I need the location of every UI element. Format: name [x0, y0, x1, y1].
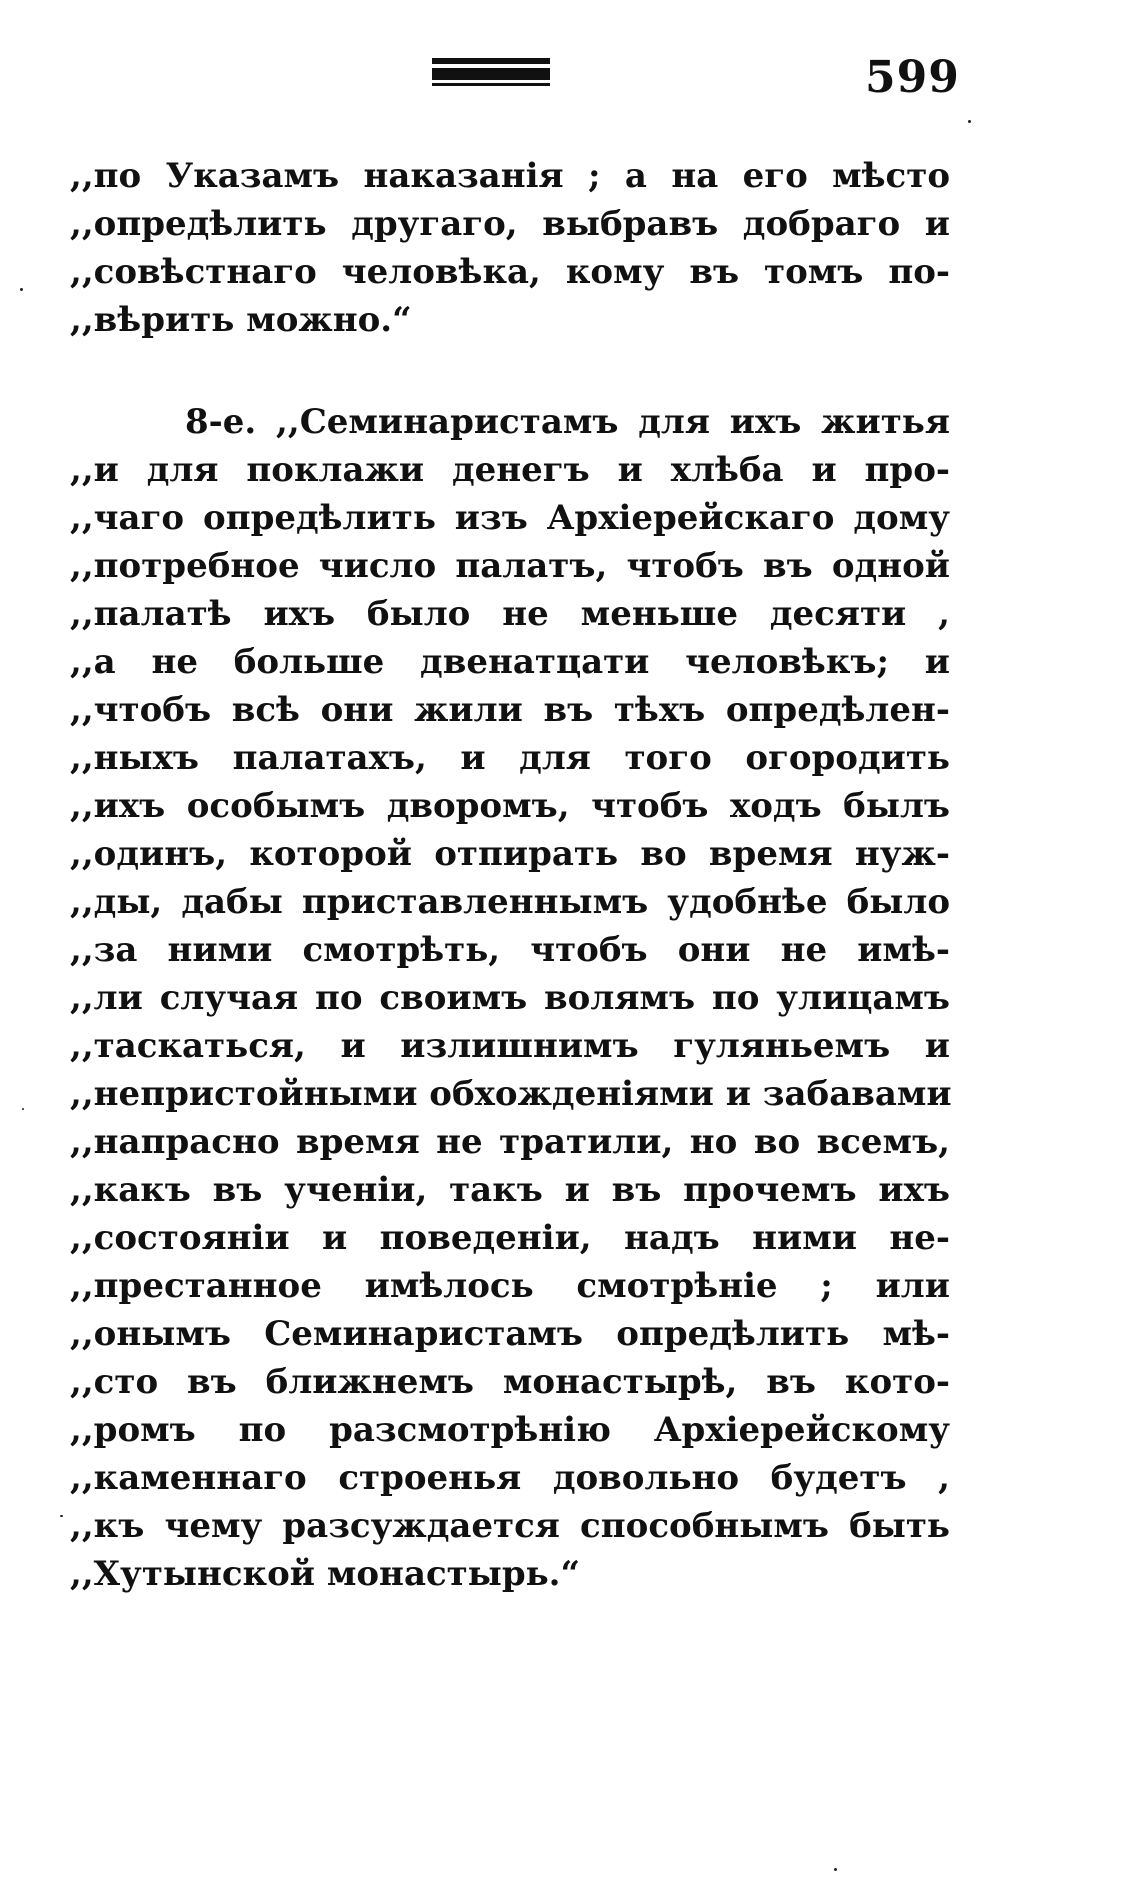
text-line: ,,палатѣ ихъ было не меньше десяти ,	[70, 594, 950, 634]
text-line: ,,опредѣлить другаго, выбравъ добраго и	[70, 204, 950, 244]
print-speck	[20, 288, 23, 291]
text-line: ,,онымъ Семинаристамъ опредѣлить мѣ-	[70, 1314, 950, 1354]
header-ornament-rule	[432, 58, 550, 88]
text-line: ,,потребное число палатъ, чтобъ въ одной	[70, 546, 950, 586]
text-line: ,,совѣстнаго человѣка, кому въ томъ по-	[70, 252, 950, 292]
text-line: ,,ли случая по своимъ волямъ по улицамъ	[70, 978, 950, 1018]
header-rule-top	[432, 58, 550, 64]
text-line: ,,за ними смотрѣть, чтобъ они не имѣ-	[70, 930, 950, 970]
paragraph-1	[70, 152, 950, 344]
text-line: ,,каменнаго строенья довольно будетъ ,	[70, 1458, 950, 1498]
text-line: ,,чтобъ всѣ они жили въ тѣхъ опредѣлен-	[70, 690, 950, 730]
text-line: ,,чаго опредѣлить изъ Архіерейскаго дому	[70, 498, 950, 538]
text-line: ,,ныхъ палатахъ, и для того огородить	[70, 738, 950, 778]
header-rule-bottom	[432, 83, 550, 86]
text-line: ,,вѣрить можно.“	[70, 300, 412, 340]
text-line: ,,непристойными обхожденіями и забавами	[70, 1074, 952, 1114]
text-line: ,,по Указамъ наказанія ; а на его мѣсто	[70, 156, 950, 196]
print-speck	[60, 1515, 63, 1517]
page-number: 599	[865, 52, 960, 103]
text-line: ,,напрасно время не тратили, но во всемъ,	[70, 1122, 950, 1162]
text-line: ,,Хутынской монастырь.“	[70, 1554, 581, 1594]
text-line: ,,таскаться, и излишнимъ гуляньемъ и	[70, 1026, 950, 1066]
text-line: ,,одинъ, которой отпирать во время нуж-	[70, 834, 950, 874]
text-line: 8-е. ,,Семинаристамъ для ихъ житья	[185, 402, 950, 442]
text-line: ,,ихъ особымъ дворомъ, чтобъ ходъ былъ	[70, 786, 950, 826]
text-line: ,,а не больше двенатцати человѣкъ; и	[70, 642, 950, 682]
text-line: ,,сто въ ближнемъ монастырѣ, въ кото-	[70, 1362, 950, 1402]
text-line: ,,престанное имѣлось смотрѣніе ; или	[70, 1266, 950, 1306]
text-line: ,,ды, дабы приставленнымъ удобнѣе было	[70, 882, 950, 922]
paragraph-2	[70, 398, 950, 1598]
text-line: ,,къ чему разсуждается способнымъ быть	[70, 1506, 950, 1546]
print-speck	[834, 1868, 837, 1871]
text-line: ,,состояніи и поведеніи, надъ ними не-	[70, 1218, 950, 1258]
print-speck	[22, 1108, 24, 1110]
text-line: ,,какъ въ ученіи, такъ и въ прочемъ ихъ	[70, 1170, 950, 1210]
header-rule-middle	[432, 68, 550, 80]
text-line: ,,ромъ по разсмотрѣнію Архіерейскому	[70, 1410, 950, 1450]
print-speck	[968, 120, 971, 123]
text-line: ,,и для поклажи денегъ и хлѣба и про-	[70, 450, 950, 490]
